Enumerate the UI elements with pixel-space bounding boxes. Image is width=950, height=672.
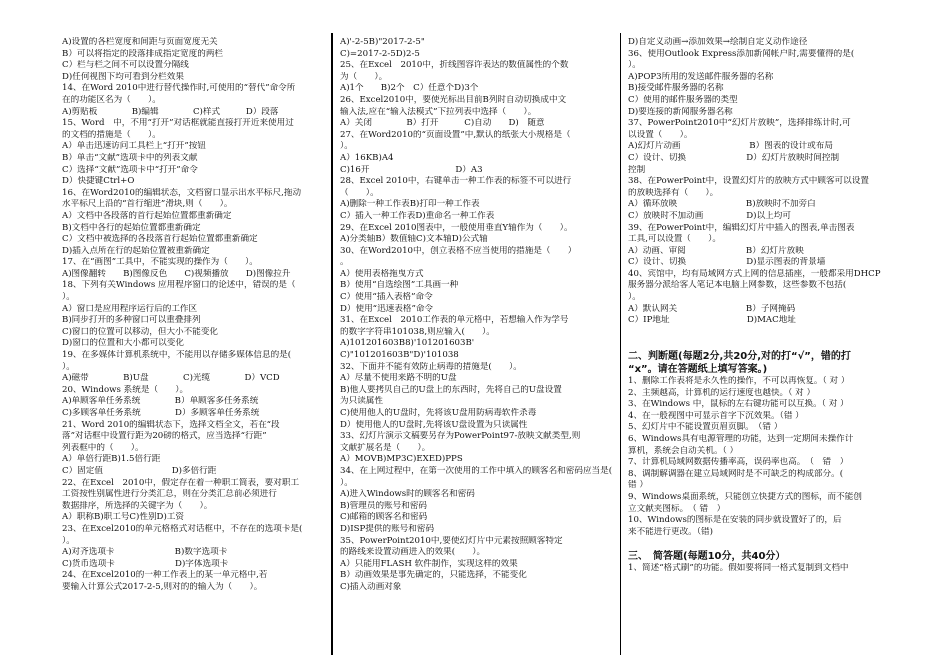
text-line	[628, 338, 928, 350]
text-line: 14、在Word 2010中进行替代操作时,可使用的“替代”命令所	[62, 83, 296, 94]
text-line: C)16开 D）A3	[340, 164, 483, 175]
text-line: A）循环放映 B)放映时不加旁白	[628, 199, 816, 210]
text-line: C）选择“文献”选项卡中“打开”命令	[62, 164, 198, 175]
text-line: 数据排序，所选择的关键字为（ ）。	[62, 500, 213, 511]
text-line: 的文档的措施是（ ）。	[62, 129, 161, 140]
text-line: C)邮箱的顾客名和密码	[340, 512, 428, 523]
text-line: A）默认网关 B）子网掩码	[628, 303, 796, 314]
text-line: C）使用的邮件服务器的类型	[628, 94, 738, 105]
text-line: 1、删除工作表将是永久性的操作，不可以再恢复。（ 对 ）	[628, 376, 850, 387]
text-line: ）。	[628, 60, 641, 71]
text-line: B）动画效果是事先确定的，只能选择，不能变化	[340, 570, 527, 581]
text-line: 要输入计算公式2017-2-5,则对的的输入为（ ）。	[62, 581, 263, 592]
text-line: 水平标尺上沿的“首行缩进”滑块,则（ ）。	[62, 199, 233, 210]
text-line: 9、Windows桌面系统，只能创立快捷方式的图标，而不能创	[628, 491, 862, 502]
text-line: 算机，系统会自动关机。（ ）	[628, 445, 739, 456]
text-line: 的数字字符串101038,则应输入( ）。	[340, 326, 495, 337]
text-line: 3、在Windows 中，鼠标的左右键功能可以互换。（ 对 ）	[628, 399, 849, 410]
text-line: 23、在Excel2010的单元格格式对话框中，不存在的选项卡是(	[62, 523, 303, 534]
text-line: 26、Excel2010中，要使光标出目前B列时自动切换成中文	[340, 94, 567, 105]
text-line: A）单倍行距B)1.5倍行距	[62, 454, 161, 465]
text-line: D)任何视图下均可看到分栏效果	[62, 71, 184, 82]
text-line: 24、在Excel2010的一种工作表上的某一单元格中,若	[62, 570, 268, 581]
text-line: 34、在上网过程中，在第一次使用的工作中填入的顾客名和密码应当是(	[340, 465, 613, 476]
text-line: A）使用表格拖曳方式	[340, 268, 424, 279]
text-line: B)同步打开的多种窗口可以重叠排列	[62, 315, 201, 326]
text-line: D）快捷键Ctrl+O	[62, 176, 135, 187]
text-line: 错 ）	[628, 480, 648, 491]
text-line	[628, 538, 928, 550]
middle-column	[340, 37, 615, 666]
text-line: 工具,可以设置（ ）。	[628, 234, 721, 245]
text-line: C)插入动画对象	[340, 581, 402, 592]
text-line: 27、在Word2010的“页面设置”中,默认的纸张大小规格是（	[340, 129, 571, 140]
text-line: D)窗口的位置和大小都可以变化	[62, 338, 184, 349]
text-line: 20、Windows 系统是（ ）。	[62, 384, 189, 395]
text-line: 5、幻灯片中不能设置页眉页脚。 （错 ）	[628, 422, 783, 433]
text-line: A)单顾客单任务系统 B）单顾客多任务系统	[62, 396, 259, 407]
text-line: 32、下面并不能有效防止病毒的措施是( ）。	[340, 361, 522, 372]
text-line: 输入法,应在“输入法模式”下拉列表中选择（ ）。	[340, 106, 537, 117]
text-line: A）单击迅速访问工具栏上“打开”按钮	[62, 141, 206, 152]
text-line: A)'-2-5B)"2017-2-5"	[340, 37, 425, 47]
text-line: ）。	[340, 477, 353, 488]
text-line: 工资按性别属性进行分类汇总，则在分类汇总前必须进行	[62, 489, 277, 500]
text-line: D）使用“迅速表格”命令	[340, 303, 434, 314]
text-line: A)磁带 B)U盘 C)光缆 D）VCD	[62, 373, 280, 384]
text-line: 17、在“画图”工具中，不能实现的操作为（ ）。	[62, 257, 258, 268]
text-line: ）。	[628, 292, 641, 303]
column-divider	[620, 33, 621, 655]
text-line: 40、宾馆中，均有局域网方式上网的信息插座，一般都采用DHCP	[628, 268, 881, 279]
text-line: C）插入一种工作表D)重命名一种工作表	[340, 210, 495, 221]
text-line: B)他人要拷贝自己的U盘上的东西时，先将自己的U盘设置	[340, 384, 562, 395]
text-line: A）16KB)A4	[340, 152, 394, 163]
text-line: 为只读属性	[340, 396, 383, 407]
text-line: 服务器分派给客人笔记本电脑上网参数，这些参数不包括(	[628, 280, 847, 291]
text-line: 33、幻灯片演示文稿要另存为PowerPoint97-放映文献类型,则	[340, 431, 581, 442]
section-heading: “x”。请在答题纸上填写答案。)	[628, 364, 768, 376]
text-line: 39、在PowerPoint中，编辑幻灯片中插入的图表,单击图表	[628, 222, 855, 233]
text-line: A)删除一种工作表B)打印一种工作表	[340, 199, 480, 210]
left-column	[62, 37, 327, 666]
text-line: C）固定值 D)多倍行距	[62, 465, 217, 476]
text-line: C）使用“插入表格”命令	[340, 292, 433, 303]
text-line: D）使用他人的U盘时,先将该U盘设置为只读属性	[340, 419, 528, 430]
text-line: 1、简述“格式刷”的功能。假如要将同一格式复制到文档中	[628, 562, 849, 573]
text-line: 18、下列有关Windows 应用程序窗口的论述中，错误的是（	[62, 280, 296, 291]
text-line: A)进入Windows时的顾客名和密码	[340, 489, 475, 500]
text-line: ）。	[62, 361, 75, 372]
text-line: 列表框中的（ ）。	[62, 442, 144, 453]
text-line: A)剪贴板 B)编辑 C)样式 D）段落	[62, 106, 279, 117]
text-line: 25、在Excel 2010中，折线图容许表达的数值属性的个数	[340, 60, 569, 71]
text-line: 36、使用Outlook Express添加新闻帐户时,需要懂得的是(	[628, 48, 855, 59]
text-line: 35、PowerPoint2010中,要使幻灯片中元素按照顾客特定	[340, 535, 563, 546]
text-line: 19、在多媒体计算机系统中，不能用以存储多媒体信息的是(	[62, 350, 292, 361]
text-line: 在的功能区名为（ ）。	[62, 94, 161, 105]
text-line: ）。	[340, 141, 353, 152]
text-line: C)使用他人的U盘时，先将该U盘用防病毒软件杀毒	[340, 408, 537, 418]
text-line: B）单击“文献”选项卡中的列表文献	[62, 152, 198, 163]
text-line: A)设置的各栏宽度和间距与页面宽度无关	[62, 37, 218, 47]
text-line: C)窗口的位置可以移动，但大小不能变化	[62, 326, 219, 337]
text-line: D)要连接的新闻服务器名称	[628, 106, 733, 117]
text-line: 10、Windows的图标是在安装的同步就设置好了的，后	[628, 515, 842, 526]
text-line: 22、在Excel 2010中，假定存在着一种职工简表，要对职工	[62, 477, 300, 488]
text-line: A）尽量不使用来路不明的U盘	[340, 373, 457, 384]
text-line: 文献扩展名是（ ）。	[340, 442, 431, 453]
text-line: 控制	[628, 164, 646, 175]
text-line: 以设置（ ）。	[628, 129, 693, 140]
text-line: 16、在Word2010的编辑状态，文档窗口显示出水平标尺,拖动	[62, 187, 302, 198]
text-line: 29、在Excel 2010图表中，一般使用垂直Y轴作为（ ）。	[340, 222, 573, 233]
text-line: D)自定义动画→添加效果→绘制自定义动作途径	[628, 37, 808, 47]
text-line: 落”对话框中设置行距为20磅的格式，应当选择“行距”	[62, 431, 267, 442]
section-heading: 二、判断题(每题2分,共20分,对的打“√”，错的打	[628, 351, 851, 363]
text-line: C）设计、切换 D）幻灯片放映时间控制	[628, 152, 840, 163]
text-line: 来不能进行更改。（错)	[628, 526, 713, 537]
text-line: 31、在Excel 2010工作表的单元格中，若想输入作为学号	[340, 315, 569, 326]
text-line: A)分类轴B）数值轴C)文本轴D)公式轴	[340, 234, 488, 245]
text-line: A)对齐选项卡 B)数字选项卡	[62, 547, 228, 558]
text-line: B)接受邮件服务器的名称	[628, 83, 724, 94]
text-line: 2、主频越高，计算机的运行速度也越快。（ 对 ）	[628, 387, 816, 398]
text-line: A)101201603B8)'101201603B'	[340, 338, 475, 349]
text-line: A）文档中各段落的首行起始位置都重新确定	[62, 210, 232, 221]
text-line: A)幻灯片动画 B）图表的设计或布局	[628, 141, 833, 152]
text-line: C）IP地址 D)MAC地址	[628, 315, 796, 326]
text-line: 为（ ）。	[340, 71, 388, 82]
column-divider	[331, 33, 333, 655]
text-line: D)ISP提供的账号和密码	[340, 523, 435, 534]
text-line: C）栏与栏之间不可以设置分隔线	[62, 60, 189, 71]
text-line: A）关闭 B）打开 C)自动 D) 随意	[340, 118, 545, 129]
text-line: 立文献夹图标。 （ 错 ）	[628, 503, 726, 514]
text-line: B)管理员的账号和密码	[340, 500, 428, 511]
text-line: A）只能用FLASH 软件制作，实现这样的效果	[340, 558, 518, 569]
text-line: C）设计、切换 D)显示图表的背景墙	[628, 257, 826, 268]
text-line	[628, 327, 928, 339]
text-line: 8、调制解调器在建立局域网时是不可缺乏的构成部分。(	[628, 468, 844, 479]
text-line: B)文档中各行的起始位置都重新确定	[62, 222, 201, 233]
text-line: 15、Word 中，不用“打开”对话框就能直接打开近来使用过	[62, 118, 294, 129]
text-line: C）放映时不加动画 D)以上均可	[628, 210, 791, 221]
text-line: B）可以将指定的段落排成指定宽度的两栏	[62, 48, 224, 59]
text-line: C）文档中被选择的各段落首行起始位置都重新确定	[62, 234, 258, 245]
text-line: 6、Windows具有电源管理的功能，达到一定期间未操作计	[628, 434, 854, 444]
text-line: A）MOVB)MP3C)EXED)PPS	[340, 454, 463, 465]
text-line: 28、Excel 2010中，右键单击一种工作表的标签不可以进行	[340, 176, 572, 187]
text-line: C)货币选项卡 D)字体选项卡	[62, 558, 229, 569]
right-column	[628, 37, 928, 666]
text-line: B）使用“自选绘图”工具画一种	[340, 280, 459, 291]
text-line: 37、PowerPoint2010中“幻灯片放映”，选择排练计时,可	[628, 118, 851, 129]
text-line: A）窗口是应用程序运行后的工作区	[62, 303, 198, 314]
text-line: C)多顾客单任务系统 D）多顾客单任务系统	[62, 408, 260, 418]
text-line: ）。	[62, 292, 75, 303]
text-line: 21、Word 2010的编辑状态下，选择文档全文，若在“段	[62, 419, 280, 430]
text-line: D)插入点所在行的起始位置被重新确定	[62, 245, 210, 256]
text-line: 4、在一般视图中可显示首字下沉效果。（错 ）	[628, 410, 804, 421]
text-line: A）动画、审阅 B）幻灯片放映	[628, 245, 804, 256]
text-line: （ ）。	[340, 187, 379, 198]
text-line: 7、计算机局域网数据传播率高，误码率也高。 （ 错 ）	[628, 457, 849, 468]
text-line: A)图像翻转 B)图像反色 C)视频播放 D)图像拉升	[62, 268, 291, 279]
text-line: C)"101201603B"D)'101038	[340, 350, 459, 361]
text-line: 的路线来设置动画进入的效果( ）。	[340, 547, 486, 558]
text-line: 38、在PowerPoint中，设置幻灯片的放映方式中顾客可以设置	[628, 176, 869, 187]
section-heading: 三、 简答题(每题10分，共40分）	[628, 550, 786, 562]
text-line: A）职称B)职工号C)性别D)工资	[62, 512, 184, 523]
text-line: ）。	[62, 535, 75, 546]
text-line: A)1个 B)2个 C）任意个D)3个	[340, 83, 479, 94]
text-line: 的放映选择有（ ）。	[628, 187, 719, 198]
text-line: C)=2017-2-5D)2-5	[340, 48, 420, 59]
text-line: 。	[340, 257, 349, 268]
text-line: 30、在Word2010中，创立表格不应当使用的措施是（ ）	[340, 245, 577, 256]
text-line: A)POP3所用的发送邮件服务器的名称	[628, 71, 774, 82]
